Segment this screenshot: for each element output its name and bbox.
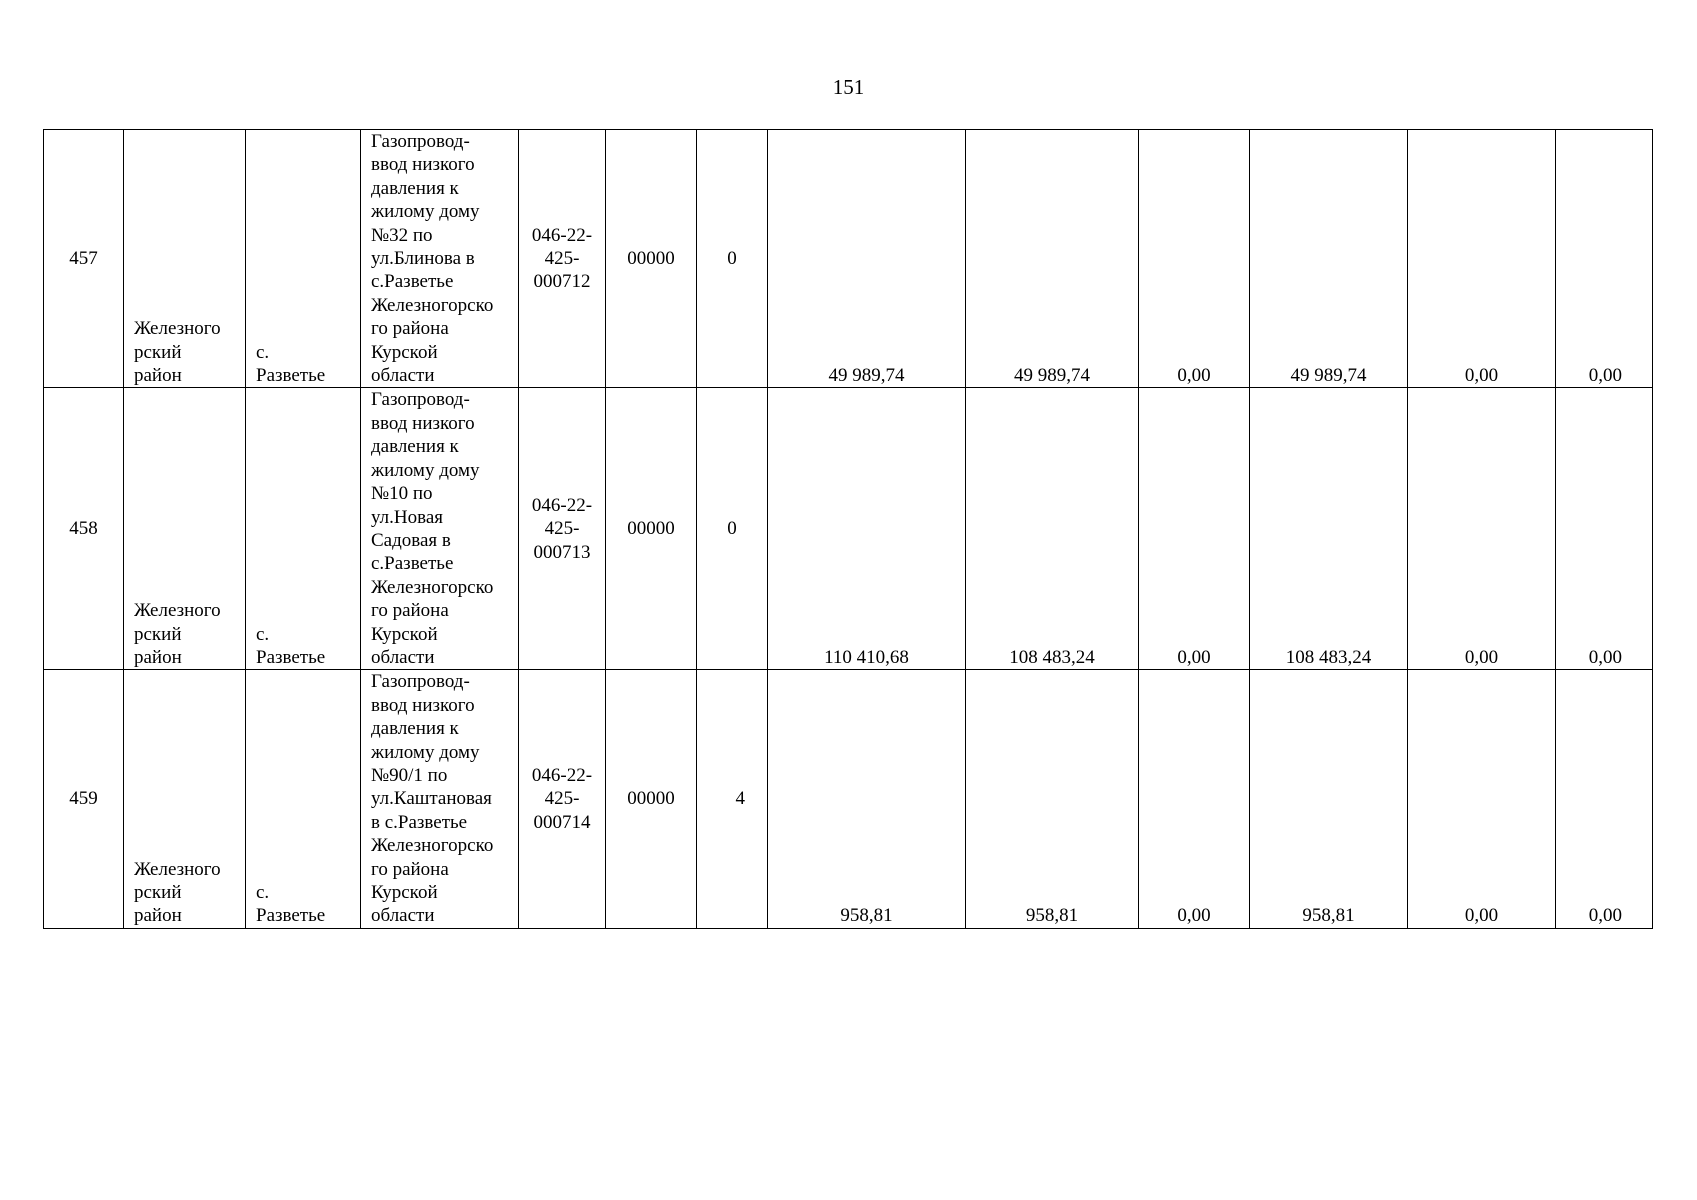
- small-value-cell: 4: [697, 670, 768, 928]
- inventory-code-cell: 046-22- 425- 000712: [519, 130, 606, 388]
- amount-cell: 958,81: [768, 670, 966, 928]
- row-number-cell: 459: [44, 670, 124, 928]
- table-row: [44, 130, 1653, 388]
- code-zeros-cell: 00000: [606, 388, 697, 670]
- amount-cell: 0,00: [1408, 388, 1556, 670]
- inventory-code-cell: 046-22- 425- 000714: [519, 670, 606, 928]
- amount-cell: 108 483,24: [966, 388, 1139, 670]
- settlement-cell: с. Разветье: [246, 670, 361, 928]
- amount-cell: 49 989,74: [1250, 130, 1408, 388]
- amount-cell: 958,81: [1250, 670, 1408, 928]
- row-number-cell: 457: [44, 130, 124, 388]
- page-number: 151: [832, 75, 865, 99]
- small-value-cell: 0: [697, 388, 768, 670]
- object-name-cell: Газопровод- ввод низкого давления к жилому дому №10 по ул.Новая Садовая в с.Разветье Железногорско го района Курской области: [361, 388, 519, 670]
- amount-cell: 49 989,74: [768, 130, 966, 388]
- district-cell: Железного рский район: [124, 130, 246, 388]
- code-zeros-cell: 00000: [606, 130, 697, 388]
- amount-cell: 110 410,68: [768, 388, 966, 670]
- district-cell: Железного рский район: [124, 388, 246, 670]
- table-body: [44, 130, 1653, 929]
- amount-cell: 108 483,24: [1250, 388, 1408, 670]
- object-name-cell: Газопровод- ввод низкого давления к жилому дому №90/1 по ул.Каштановая в с.Разветье Железногорско го района Курской области: [361, 670, 519, 928]
- amount-cell: 0,00: [1556, 670, 1653, 928]
- amount-cell: 0,00: [1139, 670, 1250, 928]
- amount-cell: 0,00: [1408, 670, 1556, 928]
- inventory-code-cell: 046-22- 425- 000713: [519, 388, 606, 670]
- small-value-cell: 0: [697, 130, 768, 388]
- amount-cell: 958,81: [966, 670, 1139, 928]
- amount-cell: 0,00: [1408, 130, 1556, 388]
- table-row: [44, 388, 1653, 670]
- object-name-cell: Газопровод- ввод низкого давления к жилому дому №32 по ул.Блинова в с.Разветье Железногорско го района Курской области: [361, 130, 519, 388]
- amount-cell: 0,00: [1139, 388, 1250, 670]
- district-cell: Железного рский район: [124, 670, 246, 928]
- settlement-cell: с. Разветье: [246, 388, 361, 670]
- settlement-cell: с. Разветье: [246, 130, 361, 388]
- amount-cell: 0,00: [1556, 130, 1653, 388]
- amount-cell: 0,00: [1139, 130, 1250, 388]
- amount-cell: 49 989,74: [966, 130, 1139, 388]
- code-zeros-cell: 00000: [606, 670, 697, 928]
- amount-cell: 0,00: [1556, 388, 1653, 670]
- row-number-cell: 458: [44, 388, 124, 670]
- registry-table: [43, 129, 1653, 929]
- table-row: [44, 670, 1653, 928]
